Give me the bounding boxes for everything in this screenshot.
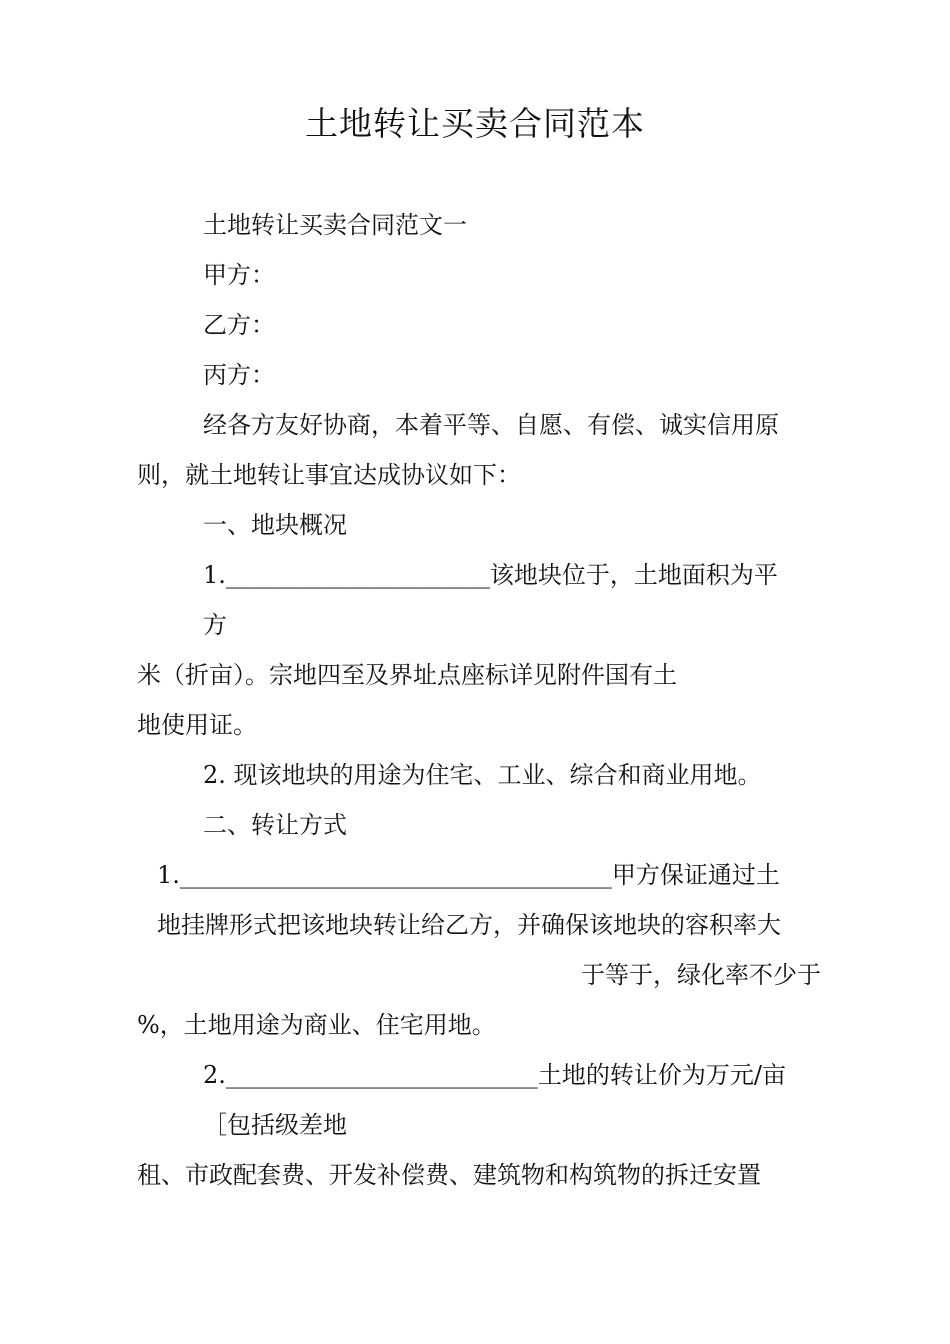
party-c-label: 丙方： (203, 361, 275, 389)
party-b-label: 乙方： (203, 311, 275, 339)
clause-2-1-line-4: %，土地用途为商业、住宅用地。 (137, 1011, 496, 1039)
section-heading-plot: 一、地块概况 (203, 511, 347, 539)
clause-2-2-line-3: 租、市政配套费、开发补偿费、建筑物和构筑物的拆迁安置 (137, 1161, 761, 1189)
clause-2-1-line-1: 1.____________________________________甲方保证通过土 (157, 861, 780, 889)
clause-1-1-line-4: 地使用证。 (137, 711, 257, 739)
section-heading-version: 土地转让买卖合同范文一 (203, 211, 467, 239)
clause-2-1-line-2: 地挂牌形式把该地块转让给乙方，并确保该地块的容积率大 (157, 911, 781, 939)
section-heading-transfer: 二、转让方式 (203, 811, 347, 839)
clause-1-1-line-3: 米（折亩）。宗地四至及界址点座标详见附件国有土 (137, 661, 677, 689)
preamble-line-2: 则，就土地转让事宜达成协议如下： (137, 461, 521, 489)
clause-2-2-line-2: ［包括级差地 (203, 1111, 347, 1139)
party-a-label: 甲方： (203, 261, 275, 289)
clause-1-1-line-1: 1.______________________该地块位于，土地面积为平 (203, 561, 778, 589)
document-title: 土地转让买卖合同范本 (305, 104, 645, 143)
preamble-line-1: 经各方友好协商，本着平等、自愿、有偿、诚实信用原 (203, 411, 779, 439)
clause-1-2: 2. 现该地块的用途为住宅、工业、综合和商业用地。 (203, 761, 762, 789)
clause-2-1-line-3: 于等于，绿化率不少于 (581, 961, 821, 989)
clause-1-1-line-2: 方 (203, 611, 227, 639)
clause-2-2-line-1: 2.__________________________土地的转让价为万元/亩 (203, 1061, 786, 1089)
